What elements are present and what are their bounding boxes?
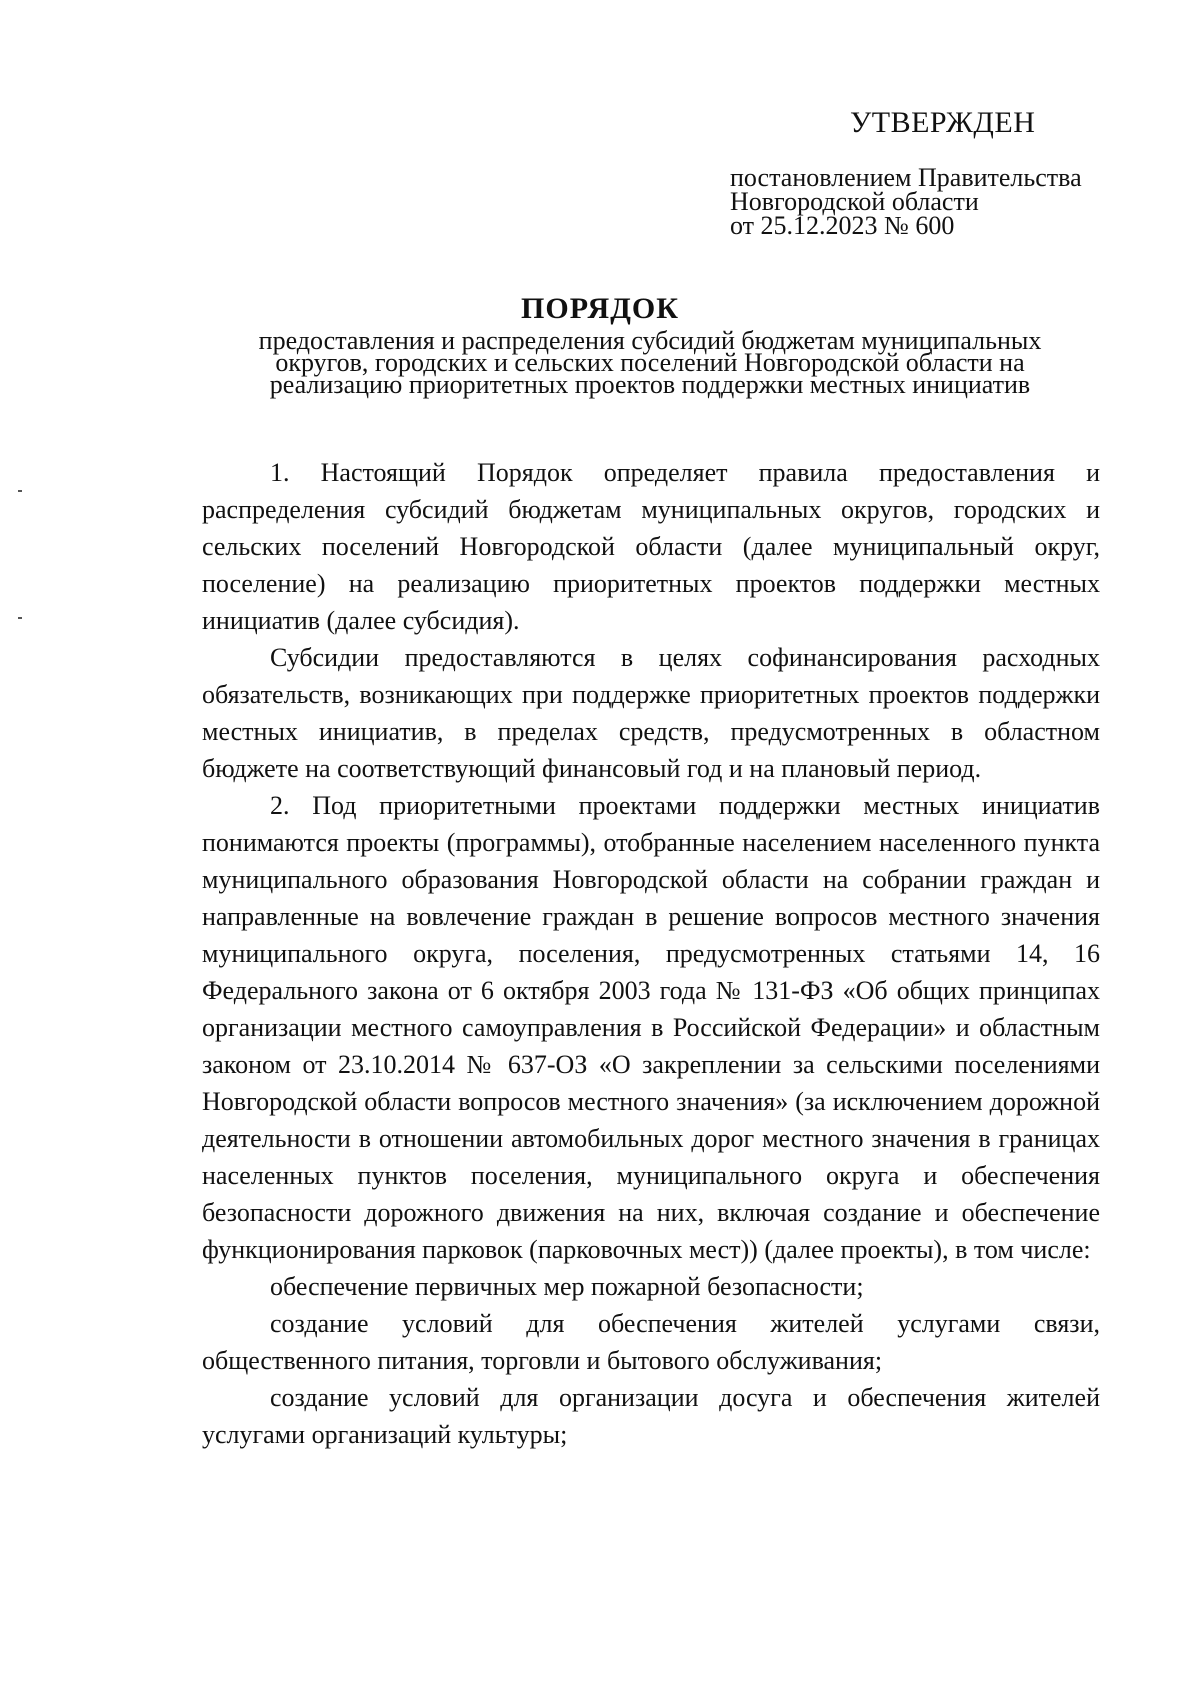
document-title: ПОРЯДОК bbox=[521, 292, 679, 325]
paragraph-2: 2. Под приоритетными проектами поддержки местных инициатив понимаются проекты (программы), отобранные населением населенного пункта муниципального образования Новгородской области на собрании граждан и направленные на вовлечение граждан в решение вопросов местного значения муниципального округа, поселения, предусмотренных статьями 14, 16 Федерального закона от 6 октября 2003 года № 131-ФЗ «Об общих принципах организации местного самоуправления в Российской Федерации» и областным законом от 23.10.2014 № 637-ОЗ «О закреплении за сельскими поселениями Новгородской области вопросов местного значения» (за исключением дорожной деятельности в отношении автомобильных дорог местного значения в границах населенных пунктов поселения, муниципального округа и обеспечения безопасности дорожного движения на них, включая создание и обеспечение функционирования парковок (парковочных мест)) (далее проекты), в том числе: bbox=[202, 791, 1100, 1264]
approval-line: от 25.12.2023 № 600 bbox=[730, 211, 955, 240]
scan-margin-mark bbox=[18, 490, 22, 492]
list-item-fire-safety: обеспечение первичных мер пожарной безопасности; bbox=[270, 1272, 864, 1301]
list-item-services: создание условий для обеспечения жителей услугами связи, общественного питания, торговли и бытового обслуживания; bbox=[202, 1309, 1100, 1375]
approval-stamp: УТВЕРЖДЕН bbox=[850, 106, 1036, 139]
paragraph-subsidy-purpose: Субсидии предоставляются в целях софинансирования расходных обязательств, возникающих при поддержке приоритетных проектов поддержки местных инициатив, в пределах средств, предусмотренных в областном бюджете на соответствующий финансовый год и на плановый период. bbox=[202, 643, 1100, 783]
approval-line: Новгородской области bbox=[730, 187, 979, 216]
scan-margin-mark bbox=[18, 617, 22, 619]
approval-line: постановлением Правительства bbox=[730, 163, 1082, 192]
document-body bbox=[202, 454, 1100, 1453]
subtitle-line: округов, городских и сельских поселений Новгородской области на bbox=[275, 348, 1025, 377]
paragraph-1: 1. Настоящий Порядок определяет правила предоставления и распределения субсидий бюджетам муниципальных округов, городских и сельских поселений Новгородской области (далее муниципальный округ, поселение) на реализацию приоритетных проектов поддержки местных инициатив (далее субсидия). bbox=[202, 458, 1100, 635]
document-subtitle bbox=[200, 326, 1100, 399]
list-item-culture: создание условий для организации досуга и обеспечения жителей услугами организаций культуры; bbox=[202, 1383, 1100, 1449]
subtitle-line: предоставления и распределения субсидий бюджетам муниципальных bbox=[258, 326, 1042, 355]
subtitle-line: реализацию приоритетных проектов поддержки местных инициатив bbox=[269, 370, 1031, 399]
approval-block bbox=[730, 106, 1170, 238]
